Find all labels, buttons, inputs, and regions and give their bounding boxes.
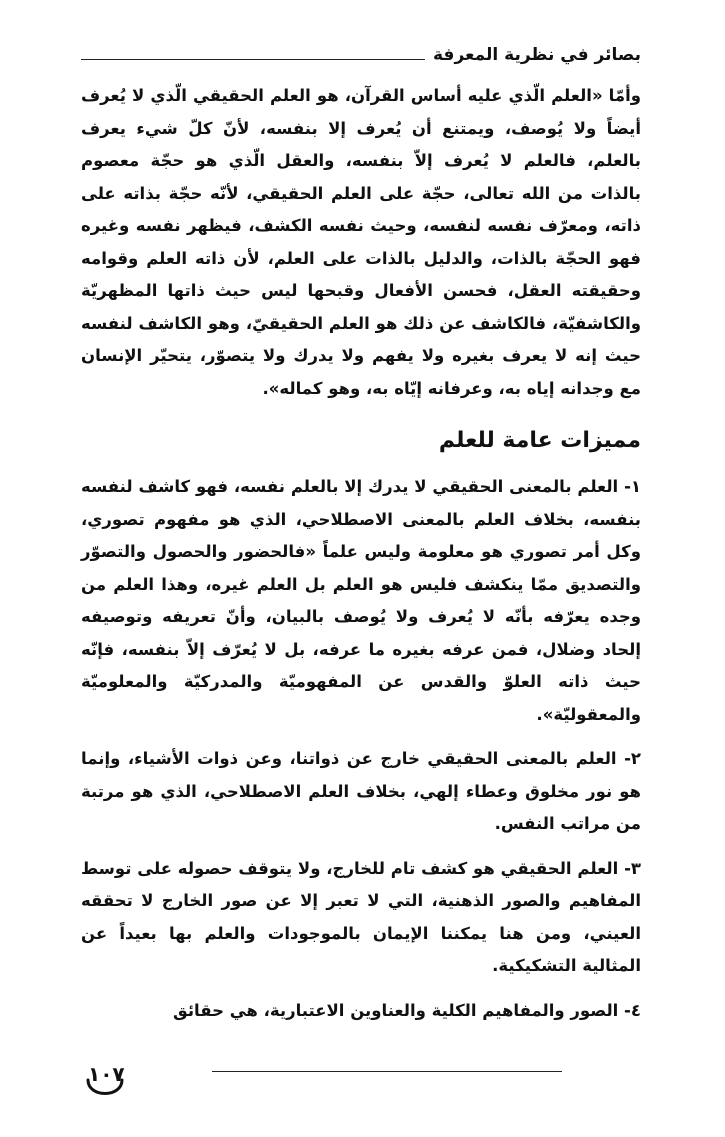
list-item: ٢- العلم بالمعنى الحقيقي خارج عن ذواتنا، وعن ذوات الأشياء، وإنما هو نور مخلوق وعطاء إلهي، بخلاف العلم الاصطلاحي، الذي هو مرتبة من مراتب النفس. <box>81 749 641 833</box>
section-heading: مميزات عامة للعلم <box>438 428 641 453</box>
footer-rule <box>212 1071 562 1072</box>
running-title: بصائر في نظرية المعرفة <box>433 45 641 65</box>
intro-paragraph: وأمّا «العلم الّذي عليه أساس القرآن، هو العلم الحقيقي الّذي لا يُعرف أيضاً ولا يُوصف، ويمتنع أن يُعرف إلا بنفسه، لأنّ كلّ شيء يعرف بالعلم، فالعلم لا يُعرف إلاّ بنفسه، والعقل الّذي هو حجّة معصوم بالذات من الله تعالى، حجّة على العلم الحقيقي، لأنّه حجّة بذاته على ذاته، ومعرّف نفسه لنفسه، وحيث نفسه الكشف، فيظهر نفسه وغيره فهو الحجّة بالذات، والدليل بالذات على العلم، لأن ذاته العلم وقوامه وحقيقته العقل، فحسن الأفعال وقبحها ليس حيث ذاتها المظهريّة والكاشفيّة، فالكاشف عن ذلك هو العلم الحقيقيّ، وهو الكاشف لنفسه حيث إنه لا يعرف بغيره ولا يفهم ولا يدرك ولا يتصوّر، يتحيّر الإنسان مع وجدانه إياه به، وعرفانه إيّاه به، وهو كماله». <box>81 86 641 398</box>
page-body <box>81 80 641 1027</box>
list-item: ٤- الصور والمفاهيم الكلية والعناوين الاعتبارية، هي حقائق <box>172 1000 641 1020</box>
list-item: ١- العلم بالمعنى الحقيقي لا يدرك إلا بالعلم نفسه، فهو كاشف لنفسه بنفسه، بخلاف العلم بالمعنى الاصطلاحي، الذي هو مفهوم تصوري، وكل أمر تصوري هو معلومة وليس علماً «فالحضور والحصول والتصوّر والتصديق ممّا ينكشف فليس هو العلم بل العلم غيره، وهذا العلم من وجده يعرّفه بأنّه لا يُعرف ولا يُوصف بالبيان، وأنّ تعريفه وتوصيفه إلحاد وضلال، فمن عرفه بغيره ما عرفه، بل لا يُعرّف إلاّ بنفسه، فإنّه حيث ذاته العلوّ والقدس عن المفهوميّة والمدركيّة والمعلوميّة والمعقوليّة». <box>81 477 641 724</box>
page-number: ١٠٧ <box>88 1062 125 1086</box>
list-item: ٣- العلم الحقيقي هو كشف تام للخارج، ولا يتوقف حصوله على توسط المفاهيم والصور الذهنية، التي لا تعبر إلا عن صور الخارج لا تحققه العيني، ومن هنا يمكننا الإيمان بالموجودات والعلم بها بعيداً عن المثالية التشكيكية. <box>81 858 641 975</box>
page-footer <box>60 1058 660 1108</box>
running-header <box>81 40 641 70</box>
header-rule <box>81 59 425 60</box>
